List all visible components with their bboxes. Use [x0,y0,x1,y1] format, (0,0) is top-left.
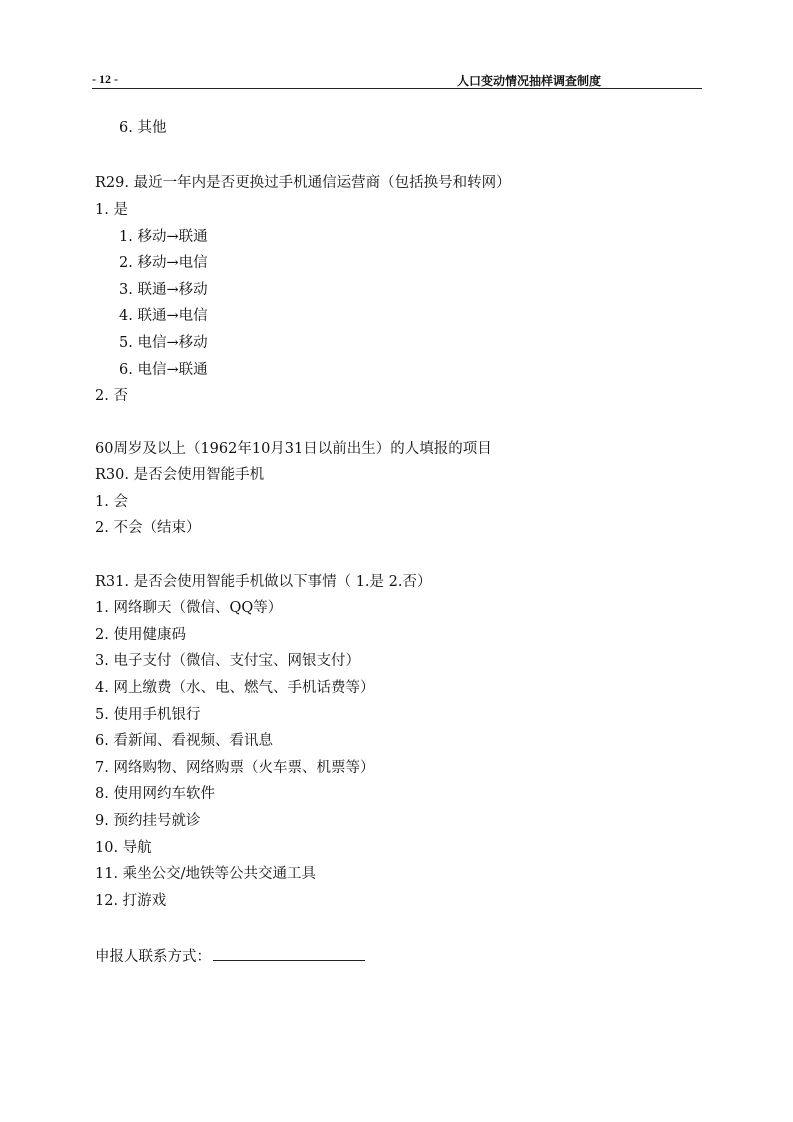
contact-row [95,946,365,967]
r31-item: 12. 打游戏 [95,893,167,909]
r29-yes: 1. 是 [95,202,128,218]
r29-sub-item: 2. 移动→电信 [119,255,208,271]
r31-item: 10. 导航 [95,840,152,856]
contact-blank-field[interactable] [213,946,365,961]
r31-item: 5. 使用手机银行 [95,707,201,723]
r31-item: 6. 看新闻、看视频、看讯息 [95,733,273,749]
r29-sub-item: 5. 电信→移动 [119,335,208,351]
r31-item: 4. 网上缴费（水、电、燃气、手机话费等） [95,680,375,696]
r31-item: 2. 使用健康码 [95,627,186,643]
r29-sub-item: 4. 联通→电信 [119,308,208,324]
r29-no: 2. 否 [95,388,128,404]
r31-item: 1. 网络聊天（微信、QQ等） [95,600,283,616]
r29-sub-item: 1. 移动→联通 [119,229,208,245]
r31-question: R31. 是否会使用智能手机做以下事情（ 1.是 2.否） [95,574,432,590]
r29-sub-item: 3. 联通→移动 [119,282,208,298]
r30-option: 1. 会 [95,494,128,510]
r30-question: R30. 是否会使用智能手机 [95,467,265,483]
contact-label: 申报人联系方式： [95,949,211,965]
r31-item: 8. 使用网约车软件 [95,786,215,802]
option-other: 6. 其他 [119,120,167,136]
r31-item: 9. 预约挂号就诊 [95,813,201,829]
r29-question: R29. 最近一年内是否更换过手机通信运营商（包括换号和转网） [95,175,511,191]
r31-item: 7. 网络购物、网络购票（火车票、机票等） [95,760,375,776]
section-note: 60周岁及以上（1962年10月31日以前出生）的人填报的项目 [95,441,492,457]
r31-item: 11. 乘坐公交/地铁等公共交通工具 [95,866,317,882]
page-number: - 12 - [92,72,118,86]
page-header [92,72,702,89]
r30-option: 2. 不会（结束） [95,520,201,536]
r31-item: 3. 电子支付（微信、支付宝、网银支付） [95,653,360,669]
header-title: 人口变动情况抽样调查制度 [457,74,602,88]
r29-sub-item: 6. 电信→联通 [119,362,208,378]
